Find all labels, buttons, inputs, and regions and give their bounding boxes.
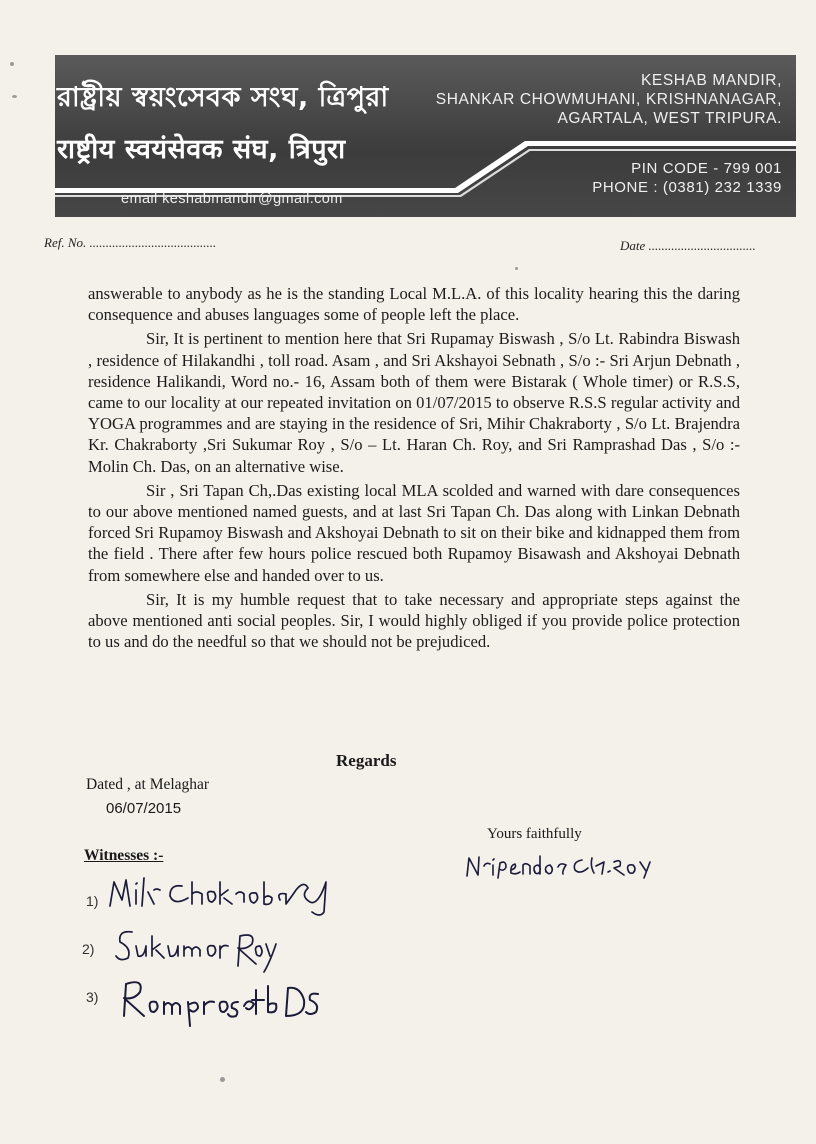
paragraph: Sir , Sri Tapan Ch,.Das existing local MLA scolded and warned with dare consequences to our above mentioned named guests, and at last Sri Tapan Ch. Das along with Linkan Debnath forced Sri Rupamoy Biswash and Akshoyai Debnath to sit on their bike and kidnapped them from the field . There after few hours police rescued both Rupamoy Bisawash and Akshoyai Debnath from somewhere else and handed over to us. <box>88 480 740 585</box>
paper-speck <box>220 1077 225 1082</box>
dated-place: Dated , at Melaghar <box>86 776 210 793</box>
witness-1-signature <box>104 868 354 920</box>
letter-body <box>88 283 740 652</box>
witness-number: 1) <box>86 893 99 909</box>
regards-heading: Regards <box>336 751 397 770</box>
ref-no-line: Ref. No. ....................................... <box>44 235 217 250</box>
address-line: SHANKAR CHOWMUHANI, KRISHNANAGAR, <box>435 91 782 108</box>
address-line: AGARTALA, WEST TRIPURA. <box>557 110 782 127</box>
paper-speck <box>12 95 17 98</box>
org-name-hindi: राष्ट्रीय स्वयंसेवक संघ, त्रिपुरा <box>57 134 346 165</box>
phone-number: PHONE : (0381) 232 1339 <box>592 179 782 196</box>
letterhead <box>55 55 796 217</box>
closing-text: Yours faithfully <box>487 826 582 842</box>
witness-number: 3) <box>86 989 99 1005</box>
address-line: KESHAB MANDIR, <box>640 72 782 89</box>
paragraph: Sir, It is pertinent to mention here that Sri Rupamay Biswash , S/o Lt. Rabindra Biswash , residence of Hilakandhi , toll road. Asam , and Sri Akshayoi Sebnath , S/o :- Sri Arjun Debnath , residence Halikandi, Word no.- 16, Assam both of them were Bistarak ( Whole timer) or R.S.S, came to our locality at our repeated invitation on 01/07/2015 to observe R.S.S regular activity and YOGA programmes and are staying in the residence of Sri, Mihir Chakraborty , S/o Lt. Brajendra Kr. Chakraborty ,Sri Sukumar Roy , S/o – Lt. Haran Ch. Roy, and Sri Ramprashad Das , S/o :- Molin Ch. Das, on an alternative wise. <box>88 329 740 476</box>
witnesses-title: Witnesses :- <box>84 847 164 864</box>
witness-number: 2) <box>82 941 95 957</box>
paper-speck <box>10 62 14 66</box>
date-line: Date ................................. <box>620 238 756 253</box>
dated-value: 06/07/2015 <box>106 800 182 817</box>
org-name-bengali: রাষ্ট্রীয় স্বয়ংসেবক সংঘ, ত্রিপুরা <box>57 82 389 113</box>
sender-signature <box>462 848 702 886</box>
paragraph: Sir, It is my humble request that to take necessary and appropriate steps against the above mentioned anti social peoples. Sir, I would highly obliged if you provide police protection to us and do the needful so that we should not be prejudiced. <box>88 589 740 652</box>
pin-code: PIN CODE - 799 001 <box>631 160 782 177</box>
contact-block <box>592 159 782 197</box>
email-address: email keshabmandir@gmail.com <box>121 191 343 207</box>
witness-3-signature <box>114 972 334 1032</box>
paper-speck <box>515 267 518 270</box>
paragraph: answerable to anybody as he is the standing Local M.L.A. of this locality hearing this the daring consequence and abuses languages some of people left the place. <box>88 284 740 325</box>
address-block <box>436 71 782 128</box>
